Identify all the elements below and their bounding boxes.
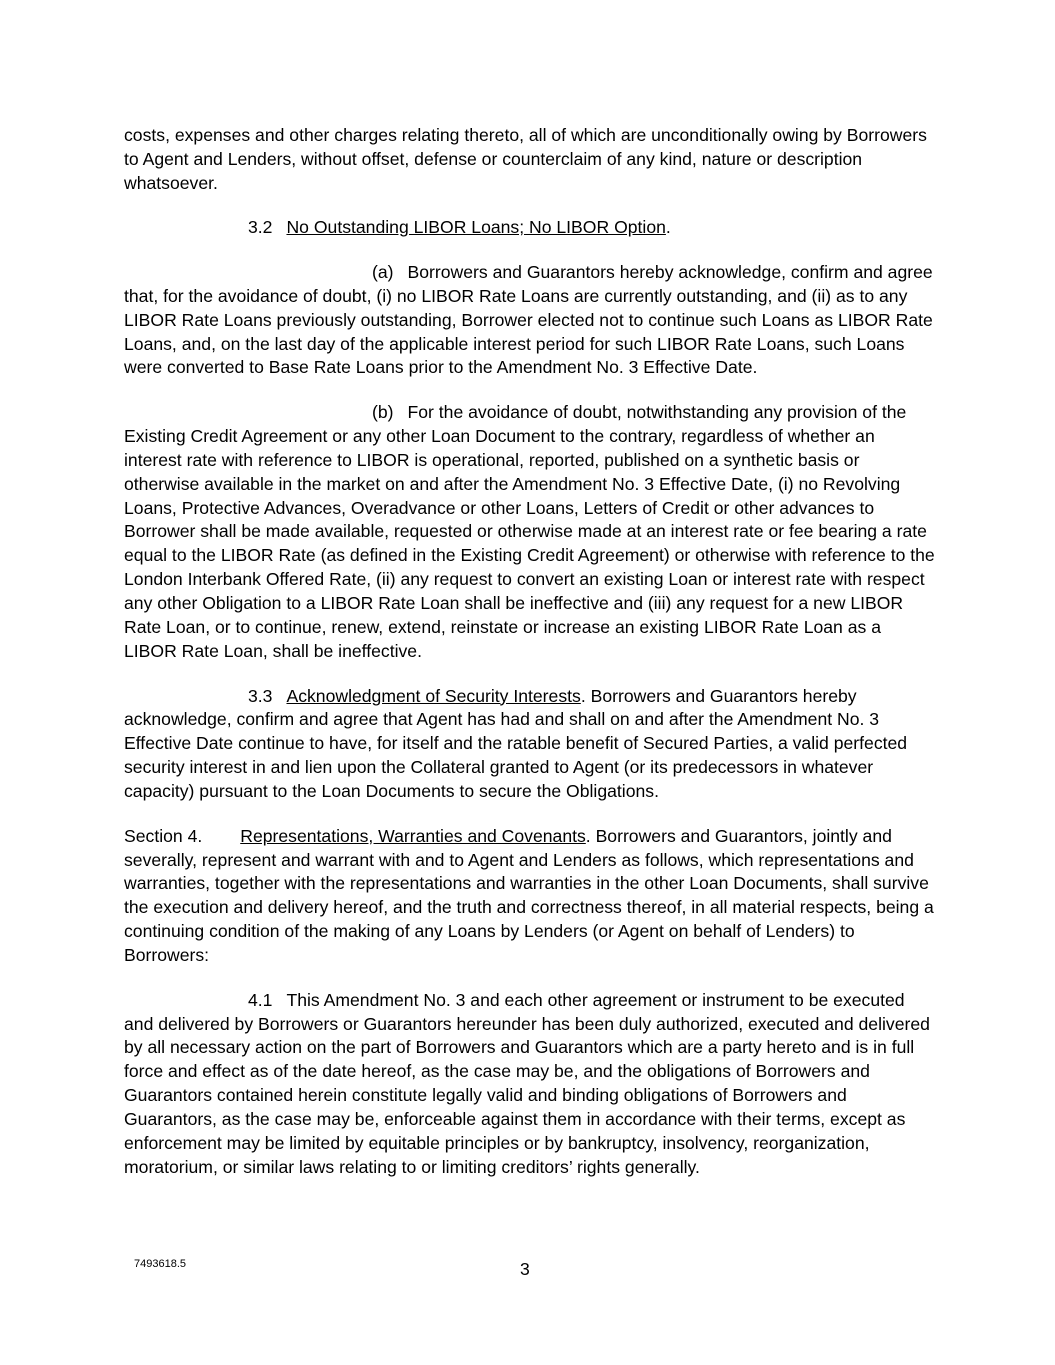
section-heading: No Outstanding LIBOR Loans; No LIBOR Option [286,217,666,238]
section-4 [124,825,936,968]
section-heading: Representations, Warranties and Covenants [240,825,586,846]
section-text: This Amendment No. 3 and each other agreement or instrument to be executed and delivered by Borrowers or Guarantors hereunder has been duly authorized, executed and delivered by all necessary action on the part of Borrowers and Guarantors which are a party hereto and is in full force and effect as of the date hereof, as the case may be, and the obligations of Borrowers and Guarantors contained herein constitute legally valid and binding obligations of Borrowers and Guarantors, as the case may be, enforceable against them in accordance with their terms, except as enforcement may be limited by equitable principles or by bankruptcy, insolvency, reorganization, moratorium, or similar laws relating to or limiting creditors’ rights generally. [124,989,930,1177]
heading-trail: . [665,217,671,238]
section-4-1 [124,989,936,1180]
page-number: 3 [520,1259,530,1279]
section-3-2-b [124,401,936,664]
section-3-2-heading [124,216,936,240]
section-text: . Borrowers and Guarantors hereby acknowledge, confirm and agree that Agent has had and shall on and after the Amendment No. 3 Effective Date continue to have, for itself and the ratable benefit of Secured Parties, a valid perfected security interest in and lien upon the Collateral granted to Agent (or its predecessors in whatever capacity) pursuant to the Loan Documents to secure the Obligations. [124,685,908,802]
subsection-text: Borrowers and Guarantors hereby acknowledge, confirm and agree that, for the avoidance of doubt, (i) no LIBOR Rate Loans are currently outstanding, and (ii) as to any LIBOR Rate Loans previously outstanding, Borrower elected not to continue such Loans as LIBOR Rate Loans, and, on the last day of the applicable interest period for such LIBOR Rate Loans, such Loans were converted to Base Rate Loans prior to the Amendment No. 3 Effective Date. [124,261,933,378]
section-3-2-a [124,261,936,381]
subsection-number: (b) [372,401,394,422]
section-heading: Acknowledgment of Security Interests [286,685,581,706]
section-3-3 [124,685,936,805]
section-number: 4.1 [248,989,273,1010]
section-number: Section 4. [124,825,203,846]
section-number: 3.3 [248,685,273,706]
document-id: 7493618.5 [134,1258,186,1270]
subsection-number: (a) [372,261,394,282]
document-body [124,124,936,1201]
section-number: 3.2 [248,217,273,238]
paragraph-continuation: costs, expenses and other charges relating thereto, all of which are unconditionally owing by Borrowers to Agent and Lenders, without offset, defense or counterclaim of any kind, nature or description whatsoever. [124,125,927,193]
section-text: . Borrowers and Guarantors, jointly and severally, represent and warrant with and to Agent and Lenders as follows, which representations and warranties, together with the representations and warranties in the other Loan Documents, shall survive the execution and delivery hereof, and the truth and correctness thereof, in all material respects, being a continuing condition of the making of any Loans by Lenders (or Agent on behalf of Lenders) to Borrowers: [124,825,934,966]
subsection-text: For the avoidance of doubt, notwithstanding any provision of the Existing Credit Agreement or any other Loan Document to the contrary, regardless of whether an interest rate with reference to LIBOR is operational, reported, published on a synthetic basis or otherwise available in the market on and after the Amendment No. 3 Effective Date, (i) no Revolving Loans, Protective Advances, Overadvance or other Loans, Letters of Credit or other advances to Borrower shall be made available, requested or otherwise made at an interest rate or fee bearing a rate equal to the LIBOR Rate (as defined in the Existing Credit Agreement) or otherwise with reference to the London Interbank Offered Rate, (ii) any request to convert an existing Loan or interest rate with respect any other Obligation to a LIBOR Rate Loan shall be ineffective and (iii) any request for a new LIBOR Rate Loan, or to continue, renew, extend, reinstate or increase an existing LIBOR Rate Loan as a LIBOR Rate Loan, shall be ineffective. [124,401,935,661]
